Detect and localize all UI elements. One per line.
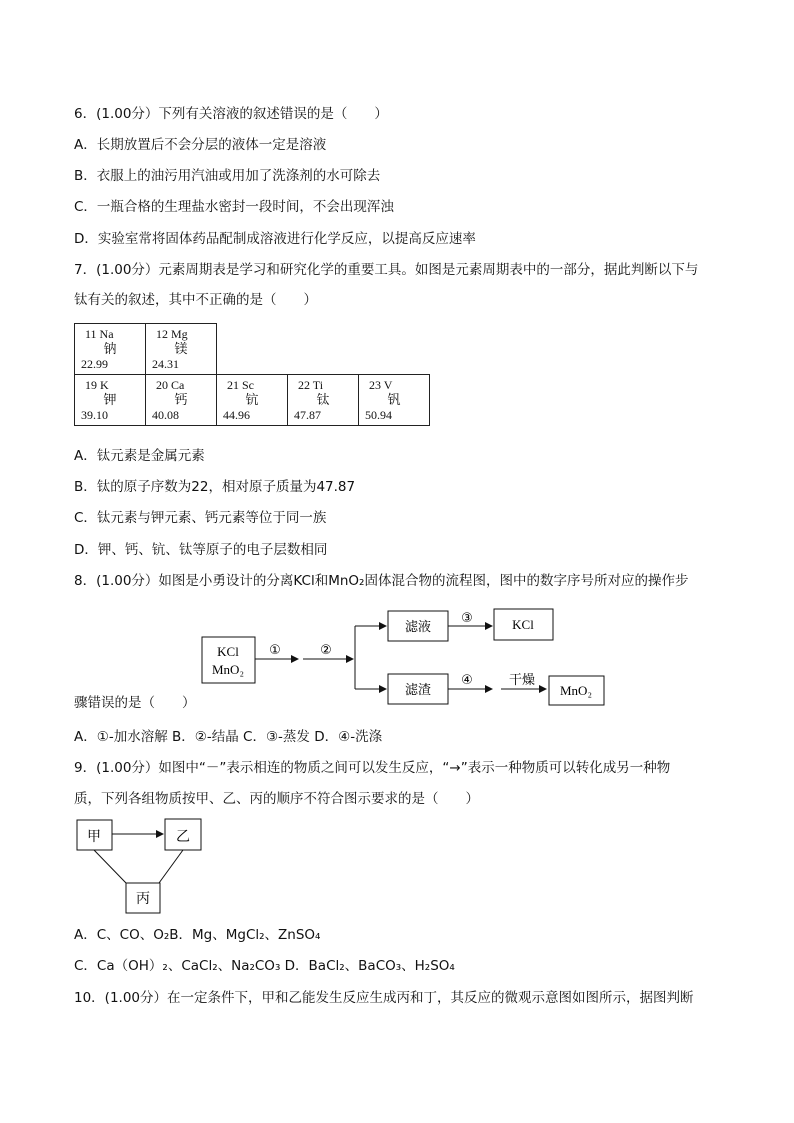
step4-label: ④ bbox=[461, 673, 473, 688]
q6-option-a: A．长期放置后不会分层的液体一定是溶液 bbox=[74, 137, 327, 153]
element-cell-k: 19 K 钾 39.10 bbox=[75, 375, 146, 426]
bing-label: 丙 bbox=[136, 891, 150, 907]
element-cell-mg: 12 Mg 镁 24.31 bbox=[146, 324, 217, 375]
mixture-kcl-label: KCl bbox=[217, 644, 239, 659]
q9-stem-line1: 9．(1.00分）如图中“－”表示相连的物质之间可以发生反应，“→”表示一种物质可以转化成另一种物 bbox=[74, 760, 671, 776]
residue-label: 滤渣 bbox=[404, 683, 432, 698]
periodic-table-fragment bbox=[74, 323, 430, 426]
element-cell-na: 11 Na 钠 22.99 bbox=[75, 324, 146, 375]
jia-label: 甲 bbox=[87, 829, 101, 845]
q9-options-line1: A．C、CO、O₂B．Mg、MgCl₂、ZnSO₄ bbox=[74, 927, 321, 943]
element-cell-ti: 22 Ti 钛 47.87 bbox=[288, 375, 359, 426]
step3-label: ③ bbox=[461, 611, 473, 626]
q10-stem-line1: 10．(1.00分）在一定条件下，甲和乙能发生反应生成丙和丁，其反应的微观示意图如图所示，据图判断 bbox=[74, 990, 694, 1006]
element-cell-sc: 21 Sc 钪 44.96 bbox=[217, 375, 288, 426]
mno2-product-label: MnO₂ bbox=[560, 683, 592, 698]
q6-option-d: D．实验室常将固体药品配制成溶液进行化学反应，以提高反应速率 bbox=[74, 231, 476, 247]
separation-flowchart bbox=[195, 603, 615, 713]
q6-stem: 6．(1.00分）下列有关溶液的叙述错误的是（ ） bbox=[74, 106, 388, 122]
q9-options-line2: C．Ca（OH）₂、CaCl₂、Na₂CO₃ D．BaCl₂、BaCO₃、H₂SO₄ bbox=[74, 958, 455, 974]
q8-options: A．①-加水溶解 B．②-结晶 C．③-蒸发 D．④-洗涤 bbox=[74, 729, 383, 745]
element-cell-ca: 20 Ca 钙 40.08 bbox=[146, 375, 217, 426]
q7-option-a: A．钛元素是金属元素 bbox=[74, 448, 205, 464]
q6-option-c: C．一瓶合格的生理盐水密封一段时间，不会出现浑浊 bbox=[74, 199, 394, 215]
q7-option-b: B．钛的原子序数为22，相对原子质量为47.87 bbox=[74, 479, 356, 495]
q7-stem-line1: 7．(1.00分）元素周期表是学习和研究化学的重要工具。如图是元素周期表中的一部分，据此判断以下与 bbox=[74, 262, 699, 278]
step1-label: ① bbox=[269, 643, 281, 658]
q6-option-b: B．衣服上的油污用汽油或用加了洗涤剂的水可除去 bbox=[74, 168, 381, 184]
element-cell-v: 23 V 钒 50.94 bbox=[359, 375, 430, 426]
q9-stem-line2: 质，下列各组物质按甲、乙、丙的顺序不符合图示要求的是（ ） bbox=[74, 791, 479, 807]
q8-stem-line2: 骤错误的是（ ） bbox=[74, 695, 196, 711]
dry-label: 干燥 bbox=[508, 673, 536, 688]
q7-stem-line2: 钛有关的叙述，其中不正确的是（ ） bbox=[74, 292, 317, 308]
reaction-relation-diagram bbox=[70, 812, 210, 918]
q7-option-d: D．钾、钙、钪、钛等原子的电子层数相同 bbox=[74, 542, 328, 558]
kcl-product-label: KCl bbox=[512, 617, 534, 632]
step2-label: ② bbox=[320, 643, 332, 658]
q8-stem-line1: 8．(1.00分）如图是小勇设计的分离KCl和MnO₂固体混合物的流程图，图中的数字序号所对应的操作步 bbox=[74, 573, 689, 589]
yi-label: 乙 bbox=[176, 829, 190, 845]
yi-bing-link bbox=[159, 850, 183, 883]
q7-option-c: C．钛元素与钾元素、钙元素等位于同一族 bbox=[74, 510, 327, 526]
filtrate-label: 滤液 bbox=[404, 620, 432, 635]
jia-bing-link bbox=[94, 850, 126, 883]
mixture-mno2-label: MnO₂ bbox=[212, 662, 244, 677]
